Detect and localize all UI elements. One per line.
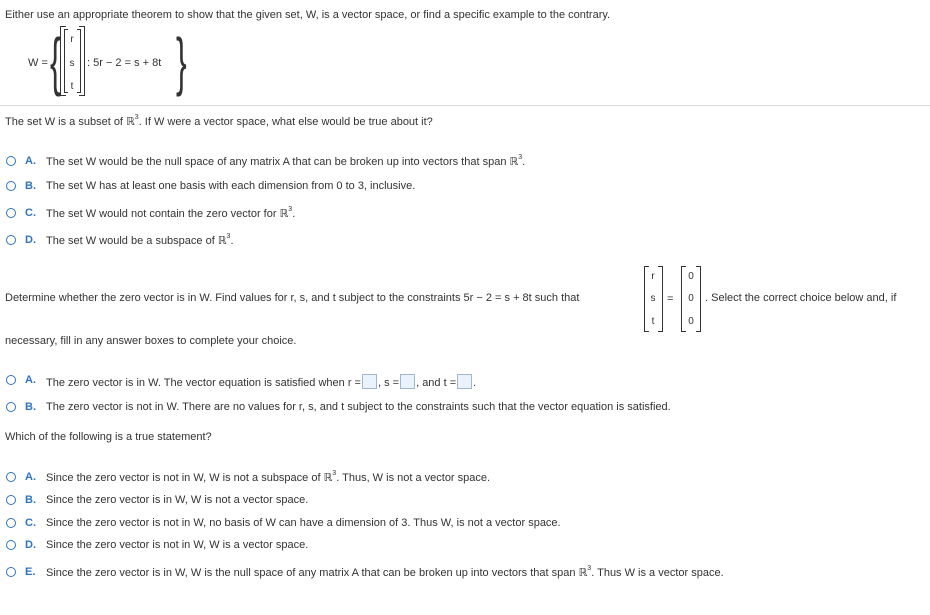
left-brace: { [50,25,61,97]
question-instruction: Either use an appropriate theorem to show that the given set, W, is a vector space, or find a specific example to the contrary. [5,9,611,21]
option-text: The set W would not contain the zero vector for ℝ$^3$. [46,206,296,220]
option-text: The zero vector is not in W. There are no values for r, s, and t subject to the constraints such that the vector equation is satisfied. [46,401,671,413]
option-letter: A. [25,374,36,386]
radio-part3-a[interactable] [6,472,16,482]
vec-left-s: s [650,293,656,304]
radio-part1-b[interactable] [6,181,16,191]
radio-part3-e[interactable] [6,567,16,577]
part2-prompt-line2: necessary, fill in any answer boxes to complete your choice. [5,335,297,347]
option-letter: A. [25,155,36,167]
part2-prompt-cont: . Select the correct choice below and, if [705,292,897,304]
radio-part3-b[interactable] [6,495,16,505]
vec-left-close-bracket [658,266,663,332]
option-text: Since the zero vector is not in W, W is not a subspace of ℝ$^3$. Thus, W is not a vector space. [46,470,491,484]
radio-part1-a[interactable] [6,156,16,166]
option-text: Since the zero vector is not in W, W is a vector space. [46,539,309,551]
vec-right-2: 0 [688,316,694,327]
outer-right-bracket [79,26,85,96]
answer-box-s[interactable] [400,374,415,389]
option-letter: B. [25,401,36,413]
option-letter: D. [25,539,36,551]
part1-prompt: The set W is a subset of ℝ$^3$. If W were a vector space, what else would be true about it? [5,114,433,128]
vec-left-t: t [651,316,655,327]
option-text: The set W would be a subspace of ℝ$^3$. [46,233,234,247]
vec-right-close-bracket [696,266,701,332]
vec-left-r: r [651,271,655,282]
option-text: Since the zero vector is not in W, no basis of W can have a dimension of 3. Thus W, is not a vector space. [46,517,561,529]
set-entry-r: r [70,34,74,45]
set-entry-s: s [69,58,75,69]
option-letter: D. [25,234,36,246]
option-letter: C. [25,517,36,529]
option-letter: E. [25,566,36,578]
part3-prompt: Which of the following is a true statement? [5,431,212,443]
answer-box-r[interactable] [362,374,377,389]
set-entry-t: t [70,81,74,92]
vec-right-0: 0 [688,271,694,282]
radio-part1-c[interactable] [6,208,16,218]
option-text: The zero vector is in W. The vector equation is satisfied when r = , s = , and t = . [46,374,476,389]
radio-part3-c[interactable] [6,518,16,528]
equals-sign: = [667,293,674,305]
vec-right-1: 0 [688,293,694,304]
radio-part1-d[interactable] [6,235,16,245]
option-letter: C. [25,207,36,219]
radio-part2-a[interactable] [6,375,16,385]
section-divider-1 [0,105,930,106]
answer-box-t[interactable] [457,374,472,389]
option-letter: B. [25,494,36,506]
option-letter: B. [25,180,36,192]
r3-symbol: ℝ$^3$ [126,114,139,128]
option-text: Since the zero vector is in W, W is the null space of any matrix A that can be broken up into vectors that span ℝ$^3$. Thus W is a vector space. [46,565,724,579]
option-text: The set W has at least one basis with each dimension from 0 to 3, inclusive. [46,180,416,192]
set-label: W = [28,57,48,69]
radio-part2-b[interactable] [6,402,16,412]
option-text: Since the zero vector is in W, W is not a vector space. [46,494,309,506]
part2-prompt: Determine whether the zero vector is in W. Find values for r, s, and t subject to the constraints 5r − 2 = s + 8t such that [5,292,580,304]
radio-part3-d[interactable] [6,540,16,550]
option-letter: A. [25,471,36,483]
right-brace: } [176,25,187,97]
option-text: The set W would be the null space of any matrix A that can be broken up into vectors that span ℝ$^3$. [46,154,526,168]
set-condition: : 5r − 2 = s + 8t [87,57,162,69]
